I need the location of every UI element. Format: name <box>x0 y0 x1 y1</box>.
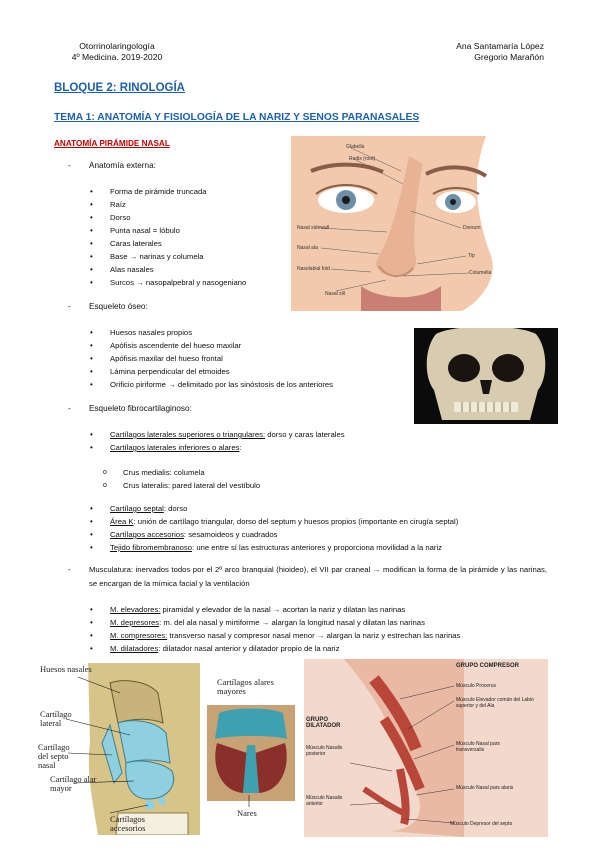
section-title: Esqueleto óseo: <box>89 302 148 311</box>
cartilage-inferior-illustration <box>203 675 299 823</box>
label-cartilagos-accesorios: Cartílagos accesorios <box>110 814 146 833</box>
face-nose-anatomy-figure <box>291 136 516 311</box>
label-radix: Radix (root) <box>349 156 376 162</box>
external-anatomy-list <box>90 185 247 289</box>
label-tip: Tip <box>468 253 475 259</box>
list-item: • Surcos → nasopalpebral y nasogeniano <box>90 278 247 287</box>
label-cartilago-septo: Cartílago del septo nasal <box>38 742 70 770</box>
dash-marker: - <box>68 161 71 170</box>
list-item: • Cartílagos laterales superiores o triangulares: dorso y caras laterales <box>90 430 345 439</box>
bone-skeleton-list <box>90 326 334 391</box>
skull-photo <box>414 328 558 424</box>
label-nasolabial-fold: Nasolabial fold <box>297 266 330 272</box>
label-huesos-nasales: Huesos nasales <box>40 664 92 674</box>
label-musculo-nasalis-anterior: Músculo Nasalis anterior <box>306 795 343 807</box>
section-external-anatomy <box>68 161 156 170</box>
list-item: • M. elevadores: piramidal y elevador de la nasal → acortan la nariz y dilatan las narinas <box>90 605 406 614</box>
topic-title: TEMA 1: ANATOMÍA Y FISIOLOGÍA DE LA NARIZ Y SENOS PARANASALES <box>54 112 420 123</box>
cartilage-list-b <box>90 502 459 554</box>
nasal-muscles-figure <box>304 659 548 837</box>
list-item: • Caras laterales <box>90 239 162 248</box>
list-item: • M. dilatadores: dilatador nasal anterior y dilatador propio de la nariz <box>90 644 340 653</box>
label-nasal-ala: Nasal ala <box>297 245 318 251</box>
label-musculo-depresor: Músculo Depresor del septo <box>450 821 513 827</box>
list-item: • Lámina perpendicular del etmoides <box>90 367 230 376</box>
alar-sublist <box>103 466 261 492</box>
list-item: • Tejido fibromembranoso: une entre sí las estructuras anteriores y proporciona movilidad a la nariz <box>90 543 443 552</box>
label-musculo-elevador: Músculo Elevador común del Labio superior y del Ala <box>456 697 534 709</box>
list-item: • Huesos nasales propios <box>90 328 193 337</box>
header-left <box>58 41 176 63</box>
section-bone-skeleton: - Esqueleto óseo: <box>68 302 148 311</box>
list-item: • Dorso <box>90 213 131 222</box>
label-dorsum: Dorsum <box>463 225 481 231</box>
list-item: • Forma de pirámide truncada <box>90 187 207 196</box>
course-year: 4º Medicina. 2019-2020 <box>71 52 163 62</box>
list-item: • M. compresores: transverso nasal y compresor nasal menor → alargan la nariz y estrechan las narinas <box>90 631 461 640</box>
cartilage-list-a <box>90 428 345 454</box>
list-item: • Orificio piriforme → delimitado por las sinóstosis de los anteriores <box>90 380 334 389</box>
section-subtitle: ANATOMÍA PIRÁMIDE NASAL <box>54 139 170 148</box>
list-item: o Crus medialis: columela <box>103 468 205 477</box>
label-nasal-sidewall: Nasal sidewall <box>297 225 329 231</box>
header-right <box>438 41 544 63</box>
block-title: BLOQUE 2: RINOLOGÍA <box>54 82 185 94</box>
section-fibrocartilage: - Esqueleto fibrocartilaginoso: <box>68 404 192 413</box>
section-title: Esqueleto fibrocartilaginoso: <box>89 404 192 413</box>
list-item: • M. depresores: m. del ala nasal y mirtiforme → alargan la longitud nasal y dilatan las narinas <box>90 618 425 627</box>
label-musculo-nasalis-posterior: Músculo Nasalis posterior <box>306 745 343 757</box>
nasal-cartilage-figure-lateral <box>38 663 200 835</box>
label-cartilago-alar: Cartílago alar mayor <box>50 774 97 793</box>
label-grupo-dilatador: GRUPO DILATADOR <box>306 717 341 729</box>
label-cartilagos-alares: Cartílagos alares mayores <box>217 677 274 696</box>
section-title: Anatomía externa: <box>89 161 156 170</box>
musculature-description: Musculatura: inervados todos por el 2º arco branquial (hioideo), el VII par craneal → modifican la forma de la pirámide y las narinas, se encargan de la mímica facial y la ventilación <box>89 565 547 588</box>
label-nasal-sill: Nasal sill <box>325 291 346 297</box>
author-name: Ana Santamaría López <box>456 41 544 51</box>
list-item: • Cartílagos accesorios: sesamoideos y cuadrados <box>90 530 278 539</box>
label-grupo-compresor: GRUPO COMPRESOR <box>456 663 520 669</box>
nasal-cartilage-figure-inferior <box>203 675 299 823</box>
label-glabella: Glabella <box>346 144 365 150</box>
list-item: • Punta nasal = lóbulo <box>90 226 180 235</box>
muscle-list <box>90 603 461 655</box>
list-item: • Apófisis maxilar del hueso frontal <box>90 354 223 363</box>
list-item: • Alas nasales <box>90 265 154 274</box>
list-item: • Cartílago septal: dorso <box>90 504 188 513</box>
list-item: • Apófisis ascendente del hueso maxilar <box>90 341 242 350</box>
list-item: o Crus lateralis: pared lateral del vestíbulo <box>103 481 261 490</box>
label-musculo-nasal-alaris: Músculo Nasal pars alaris <box>456 785 514 791</box>
institution: Gregorio Marañón <box>474 52 544 62</box>
label-nares: Nares <box>237 808 257 818</box>
section-musculature: - Musculatura: inervados todos por el 2º arco branquial (hioideo), el VII par craneal → modifican la forma de la pirámide y las narinas, se encargan de la mímica facial y la ventilación <box>68 565 547 588</box>
label-musculo-nasal-transversalis: Músculo Nasal pars transversalis <box>456 741 500 753</box>
face-illustration <box>291 136 516 311</box>
list-item: • Base → narinas y columela <box>90 252 204 261</box>
label-musculo-procerus: Músculo Procerus <box>456 683 497 689</box>
list-item: • Cartílagos laterales inferiores o alares: <box>90 443 242 452</box>
list-item: • Área K: unión de cartílago triangular, dorso del septum y huesos propios (importante en cirugía septal) <box>90 517 459 526</box>
course-name: Otorrinolaringología <box>79 41 155 51</box>
list-item: • Raíz <box>90 200 126 209</box>
skull-illustration <box>414 328 558 424</box>
label-cartilago-lateral: Cartílago lateral <box>40 709 72 728</box>
label-columella: Columella <box>469 270 492 276</box>
